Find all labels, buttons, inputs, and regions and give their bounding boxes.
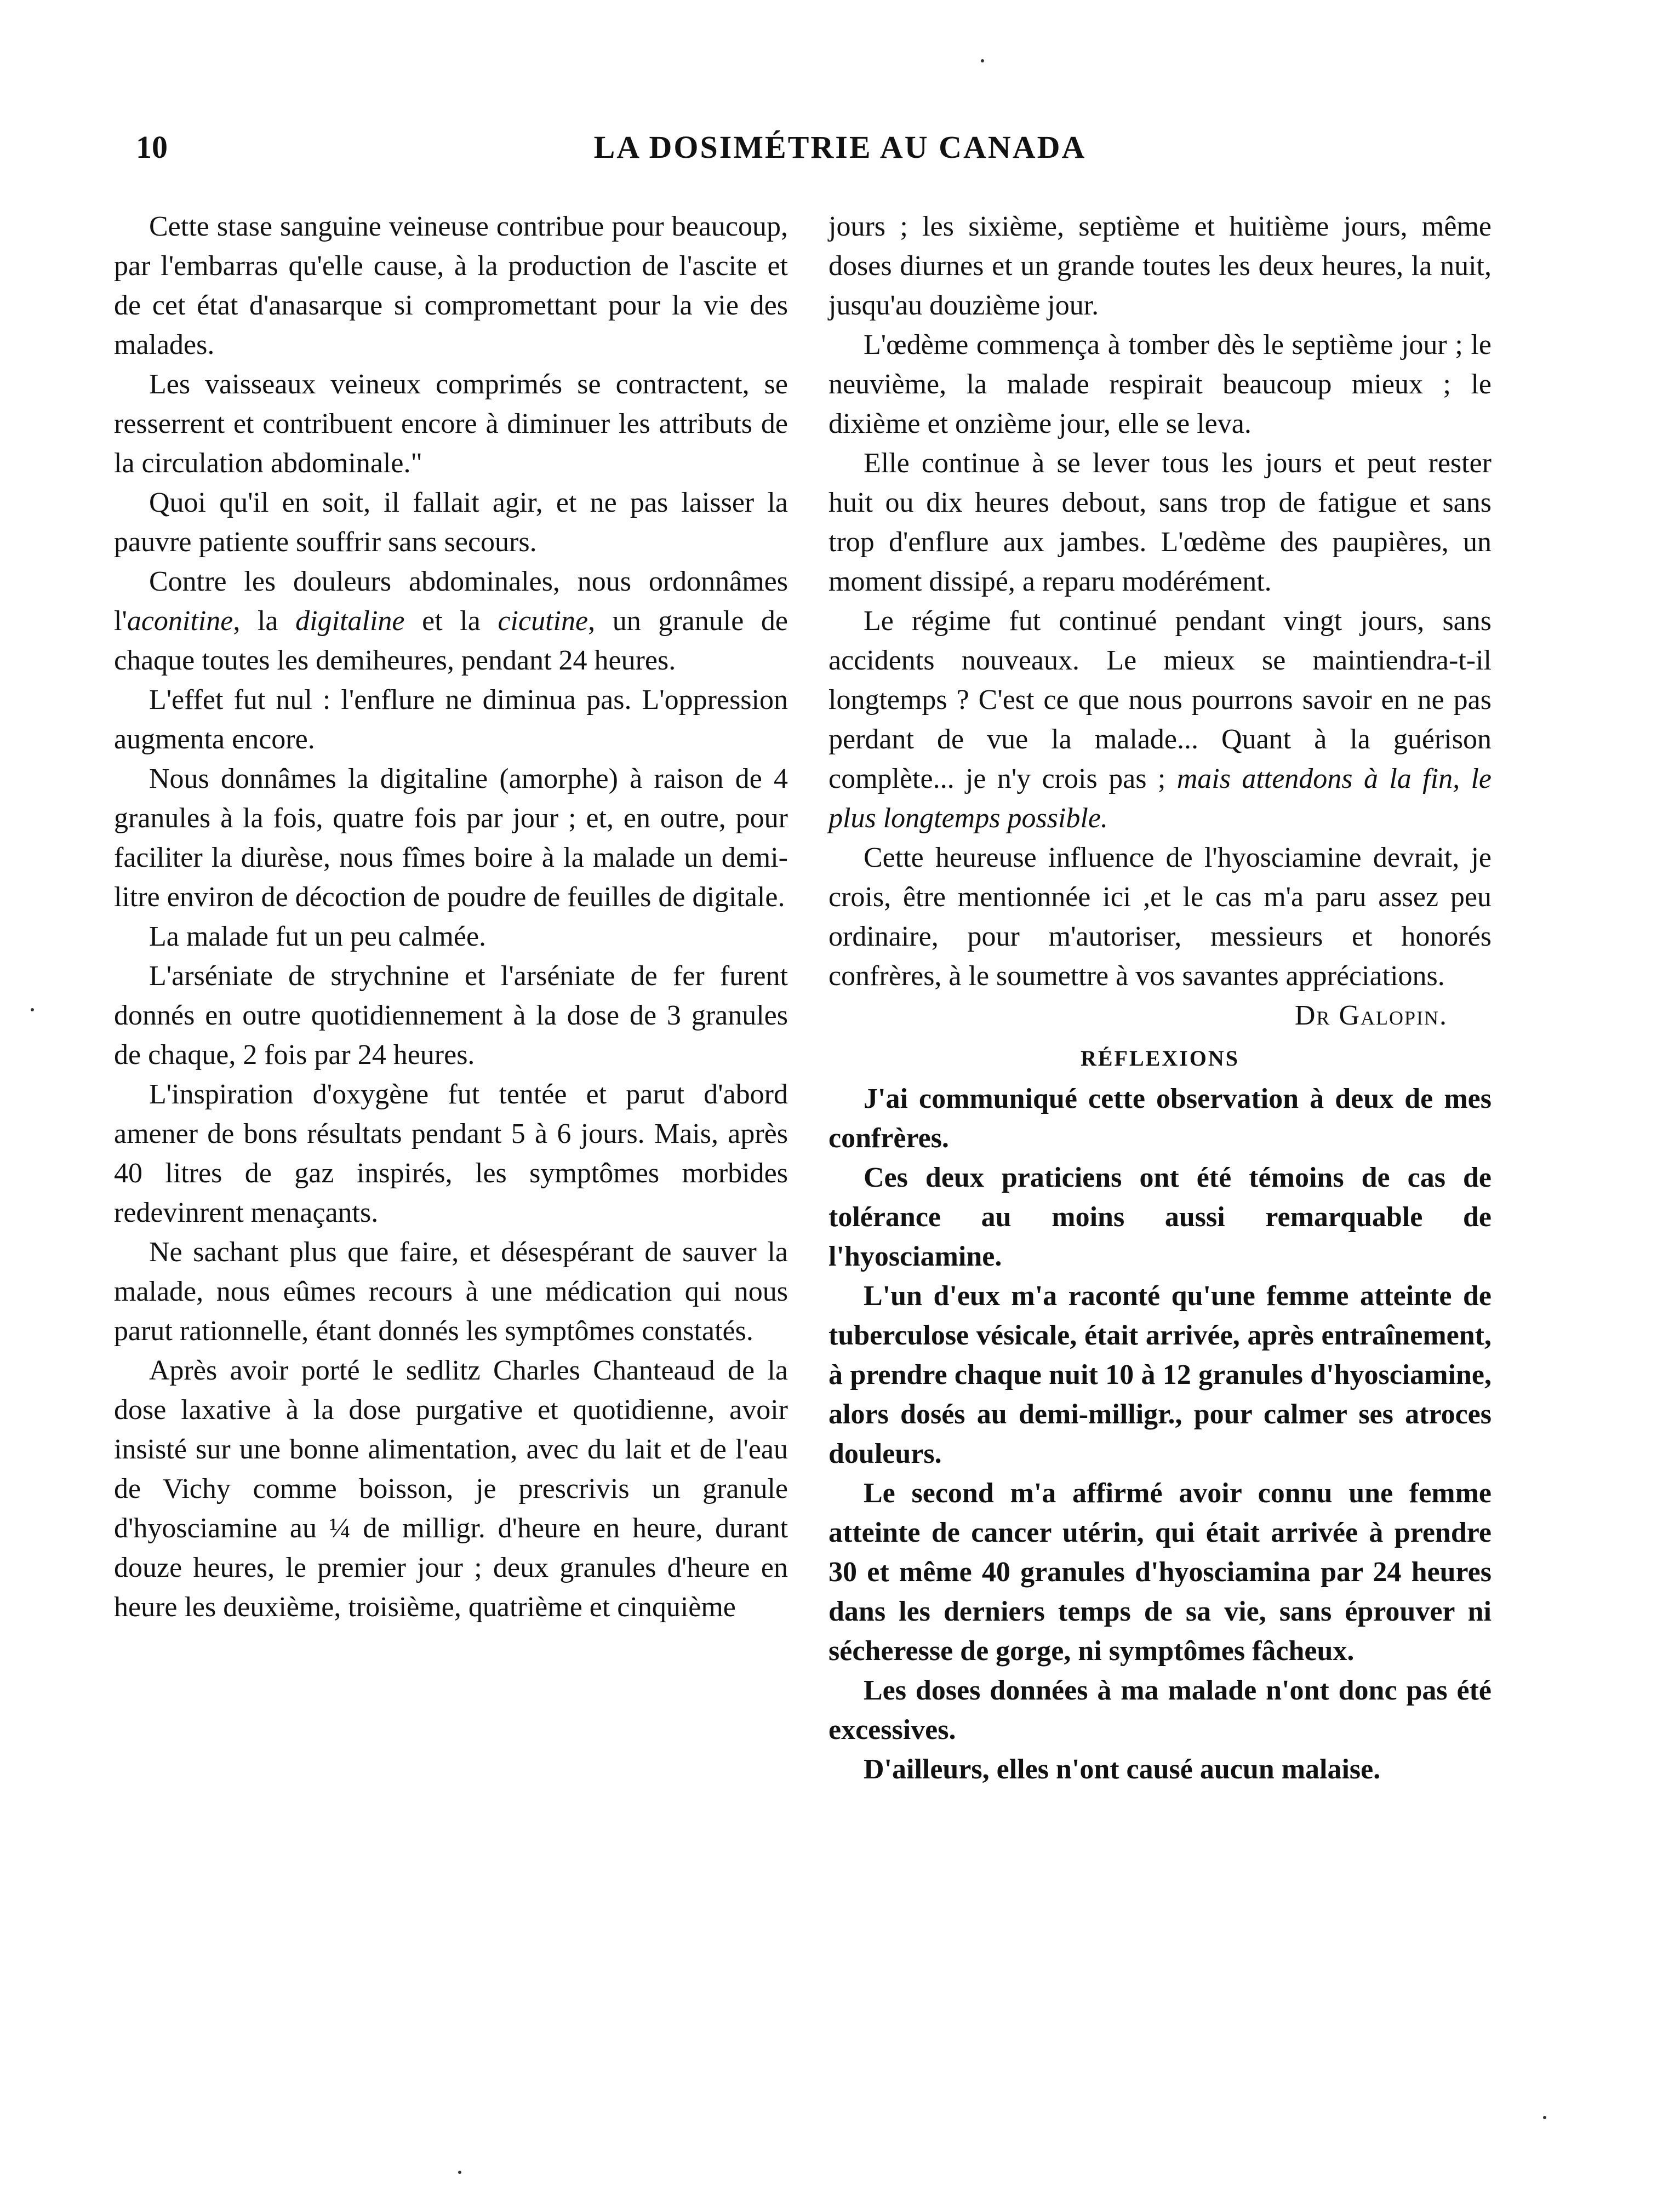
author-signature: Dr Galopin.	[1294, 1000, 1448, 1031]
section-heading: RÉFLEXIONS	[1080, 1046, 1240, 1071]
paragraph-remedies	[114, 562, 788, 680]
paragraph: L'effet fut nul : l'enflure ne diminua pas. L'oppression augmenta encore.	[114, 684, 788, 755]
print-speck	[1543, 2116, 1546, 2119]
left-column	[114, 207, 788, 1627]
print-speck	[458, 2171, 461, 2174]
running-title: LA DOSIMÉTRIE AU CANADA	[593, 129, 1087, 165]
paragraph: J'ai communiqué cette observation à deux de mes confrères.	[828, 1083, 1492, 1154]
print-speck	[981, 59, 984, 62]
text-span: , un granule de chaque toutes les demiheures, pendant 24 heures.	[114, 605, 788, 676]
paragraph: Elle continue à se lever tous les jours et peut rester huit ou dix heures debout, sans trop de fatigue et sans trop d'enflure aux jambes. L'œdème des paupières, un moment dissipé, a reparu modérément.	[828, 448, 1492, 597]
paragraph: L'inspiration d'oxygène fut tentée et parut d'abord amener de bons résultats pendant 5 à 6 jours. Mais, après 40 litres de gaz inspirés, les symptômes morbides redevinrent menaçants.	[114, 1079, 788, 1228]
right-column	[828, 207, 1492, 1789]
paragraph: La malade fut un peu calmée.	[149, 921, 487, 952]
paragraph: Les doses données à ma malade n'ont donc pas été excessives.	[828, 1675, 1492, 1746]
paragraph: Ne sachant plus que faire, et désespérant de sauver la malade, nous eûmes recours à une médication qui nous parut rationnelle, étant donnés les symptômes constatés.	[114, 1237, 788, 1347]
page-number: 10	[136, 129, 168, 165]
text-span: Le régime fut continué pendant vingt jours, sans accidents nouveaux. Le mieux se maintiendra-t-il longtemps ? C'est ce que nous pourrons savoir en ne pas perdant de vue la malade... Quant à la guérison complète... je n'y crois pas ;	[828, 605, 1492, 794]
paragraph: Quoi qu'il en soit, il fallait agir, et ne pas laisser la pauvre patiente souffrir sans secours.	[114, 487, 788, 558]
paragraph: D'ailleurs, elles n'ont causé aucun malaise.	[864, 1754, 1381, 1785]
paragraph-continued: jours ; les sixième, septième et huitième jours, même doses diurnes et un grande toutes les deux heures, la nuit, jusqu'au douzième jour.	[828, 211, 1492, 321]
italic-phrase: mais attendons à la fin, le plus longtemps possible.	[828, 763, 1492, 834]
text-span: et la	[404, 605, 498, 637]
paragraph: Les vaisseaux veineux comprimés se contractent, se resserrent et contribuent encore à diminuer les attributs de la circulation abdominale."	[114, 369, 788, 479]
text-span: Contre les douleurs abdominales, nous ordonnâmes l'	[114, 566, 788, 637]
paragraph: L'arséniate de strychnine et l'arséniate de fer furent donnés en outre quotidiennement à la dose de 3 granules de chaque, 2 fois par 24 heures.	[114, 960, 788, 1071]
italic-cicutine: cicutine	[498, 605, 588, 637]
italic-aconitine: aconitine	[127, 605, 233, 637]
paragraph-prognosis	[828, 602, 1492, 838]
paragraph: Nous donnâmes la digitaline (amorphe) à raison de 4 granules à la fois, quatre fois par jour ; et, en outre, pour faciliter la diurèse, nous fîmes boire à la malade un demi-litre environ de décoction de poudre de feuilles de digitale.	[114, 763, 788, 913]
text-span: , la	[233, 605, 296, 637]
paragraph: L'un d'eux m'a raconté qu'une femme atteinte de tuberculose vésicale, était arrivée, après entraînement, à prendre chaque nuit 10 à 12 granules d'hyosciamine, alors dosés au demi-milligr., pour calmer ses atroces douleurs.	[828, 1280, 1492, 1469]
paragraph: Après avoir porté le sedlitz Charles Chanteaud de la dose laxative à la dose purgative et quotidienne, avoir insisté sur une bonne alimentation, avec du lait et de l'eau de Vichy comme boisson, je prescrivis un granule d'hyosciamine au ¼ de milligr. d'heure en heure, durant douze heures, le premier jour ; deux granules d'heure en heure les deuxième, troisième, quatrième et cinquième	[114, 1355, 788, 1623]
paragraph: Cette heureuse influence de l'hyosciamine devrait, je crois, être mentionnée ici ,et le cas m'a paru assez peu ordinaire, pour m'autoriser, messieurs et honorés confrères, à le soumettre à vos savantes appréciations.	[828, 842, 1492, 992]
italic-digitaline: digitaline	[295, 605, 405, 637]
paragraph: Ces deux praticiens ont été témoins de cas de tolérance au moins aussi remarquable de l'hyosciamine.	[828, 1162, 1492, 1272]
paragraph: Le second m'a affirmé avoir connu une femme atteinte de cancer utérin, qui était arrivée à prendre 30 et même 40 granules d'hyosciamina par 24 heures dans les derniers temps de sa vie, sans éprouver ni sécheresse de gorge, ni symptômes fâcheux.	[828, 1478, 1492, 1667]
paragraph: Cette stase sanguine veineuse contribue pour beaucoup, par l'embarras qu'elle cause, à la production de l'ascite et de cet état d'anasarque si compromettant pour la vie des malades.	[114, 211, 788, 361]
print-speck	[31, 1008, 34, 1011]
paragraph: L'œdème commença à tomber dès le septième jour ; le neuvième, la malade respirait beaucoup mieux ; le dixième et onzième jour, elle se leva.	[828, 329, 1492, 439]
